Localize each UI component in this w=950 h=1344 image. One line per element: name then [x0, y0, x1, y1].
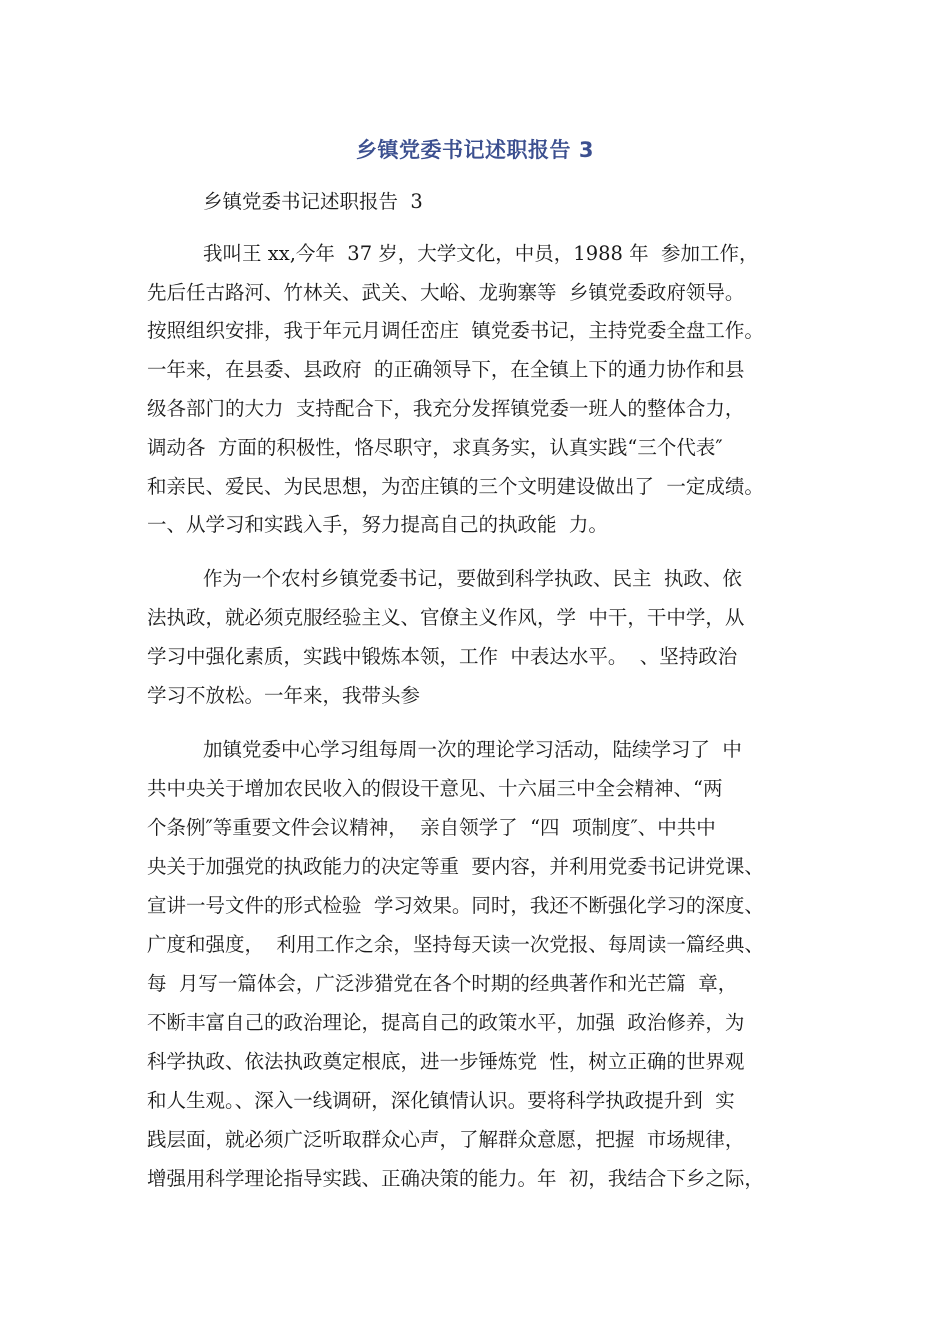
text-line: 每 月写一篇体会，广泛涉猎党在各个时期的经典著作和光芒篇 章，: [147, 972, 738, 995]
text-line: 个条例″等重要文件会议精神， 亲自领学了 “四 项制度″、中共中: [147, 816, 716, 839]
document-title: 乡镇党委书记述职报告 3: [356, 138, 594, 162]
document-subtitle: 乡镇党委书记述职报告 3: [203, 190, 423, 213]
text-line: 学习不放松。一年来，我带头参: [147, 684, 421, 707]
text-line: 我叫王 xx,今年 37 岁，大学文化，中员，1988 年 参加工作，: [203, 242, 759, 265]
text-line: 按照组织安排，我于年元月调任峦庄 镇党委书记，主持党委全盘工作。: [147, 319, 764, 342]
text-line: 增强用科学理论指导实践、正确决策的能力。年 初，我结合下乡之际，: [147, 1167, 764, 1190]
text-line: 作为一个农村乡镇党委书记，要做到科学执政、民主 执政、依: [203, 567, 742, 590]
text-line: 学习中强化素质，实践中锻炼本领，工作 中表达水平。 、坚持政治: [147, 645, 738, 668]
text-line: 先后任古路河、竹林关、武关、大峪、龙驹寨等 乡镇党委政府领导。: [147, 281, 745, 304]
text-line: 一年来，在县委、县政府 的正确领导下，在全镇上下的通力协作和县: [147, 358, 745, 381]
text-line: 央关于加强党的执政能力的决定等重 要内容，并利用党委书记讲党课、: [147, 855, 764, 878]
text-line: 践层面，就必须广泛听取群众心声，了解群众意愿，把握 市场规律，: [147, 1128, 745, 1151]
text-line: 加镇党委中心学习组每周一次的理论学习活动，陆续学习了 中: [203, 738, 742, 761]
text-line: 调动各 方面的积极性，恪尽职守，求真务实，认真实践“三个代表″: [147, 436, 723, 459]
text-line: 级各部门的大力 支持配合下，我充分发挥镇党委一班人的整体合力，: [147, 397, 745, 420]
text-line: 和人生观。、深入一线调研，深化镇情认识。要将科学执政提升到 实: [147, 1089, 735, 1112]
text-line: 和亲民、爱民、为民思想，为峦庄镇的三个文明建设做出了 一定成绩。: [147, 475, 764, 498]
text-line: 不断丰富自己的政治理论，提高自己的政策水平，加强 政治修养，为: [147, 1011, 745, 1034]
text-line: 宣讲一号文件的形式检验 学习效果。同时，我还不断强化学习的深度、: [147, 894, 764, 917]
text-line: 法执政，就必须克服经验主义、官僚主义作风，学 中干，干中学，从: [147, 606, 745, 629]
text-line: 一、从学习和实践入手，努力提高自己的执政能 力。: [147, 513, 608, 536]
text-line: 广度和强度， 利用工作之余，坚持每天读一次党报、每周读一篇经典、: [147, 933, 764, 956]
text-line: 共中央关于增加农民收入的假设干意见、十六届三中全会精神、“两: [147, 777, 723, 800]
text-line: 科学执政、依法执政奠定根底，进一步锤炼党 性，树立正确的世界观: [147, 1050, 745, 1073]
